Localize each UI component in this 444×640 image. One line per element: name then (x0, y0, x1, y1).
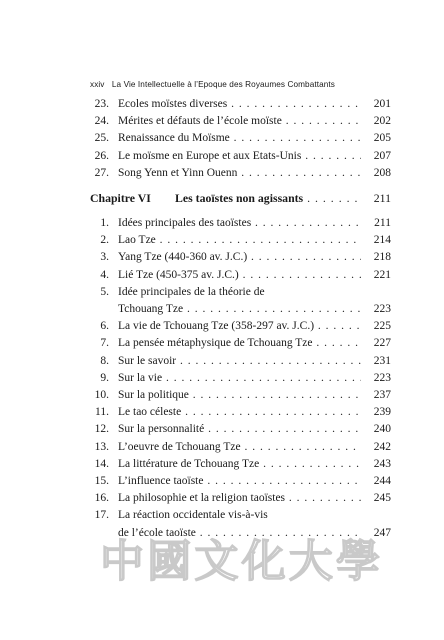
entry-page: 244 (361, 474, 391, 489)
toc-entry (0, 336, 444, 351)
toc-entry (0, 114, 444, 129)
toc-entry (0, 250, 444, 265)
toc-entry (0, 354, 444, 369)
entry-title: Sur la personnalité . . . (118, 422, 391, 437)
entry-title: Yang Tze (440-360 av. J.C.) . . . (118, 250, 391, 265)
toc-entry (0, 268, 444, 283)
entry-page: 247 (361, 526, 391, 541)
entry-title: L’influence taoïste . . . (118, 474, 391, 489)
chapter-title: Les taoïstes non agissants . . . (175, 190, 391, 206)
entry-title: La philosophie et la religion taoïstes . . . (118, 491, 391, 506)
entry-number: 5. (100, 285, 109, 298)
entry-page: 223 (361, 371, 391, 386)
entry-page: 207 (361, 149, 391, 164)
entry-title: Ecoles moïstes diverses . . . (118, 97, 391, 112)
watermark-char: 學 (335, 536, 380, 587)
chapter-label: Chapitre VI (90, 191, 151, 205)
toc-entry (0, 422, 444, 437)
entry-page: 218 (361, 250, 391, 265)
running-header (90, 80, 335, 89)
entry-number: 14. (94, 457, 109, 470)
entry-number: 3. (100, 251, 109, 264)
entry-page: 214 (361, 233, 391, 248)
entry-number: 15. (94, 475, 109, 487)
entry-number: 6. (100, 320, 109, 333)
watermark-char: 化 (241, 536, 286, 587)
toc-entry (0, 319, 444, 334)
entry-title: Song Yenn et Yinn Ouenn . . . (118, 166, 391, 181)
entry-number: 4. (100, 268, 109, 281)
entry-number: 12. (94, 423, 109, 436)
entry-title: Sur la politique . . . (118, 388, 391, 403)
entry-number: 23. (94, 98, 109, 110)
entry-number: 17. (94, 509, 109, 522)
toc-entry (0, 149, 444, 164)
entry-number: 26. (94, 149, 109, 162)
toc-entry (0, 388, 444, 403)
entry-title: Le moïsme en Europe et aux Etats-Unis . . . (118, 149, 391, 164)
entry-page: 201 (361, 97, 391, 112)
entry-number: 10. (94, 389, 109, 401)
watermark-char: 大 (288, 536, 333, 587)
running-title: La Vie Intellectuelle à l’Epoque des Royaumes Combattants (111, 80, 335, 89)
entry-page: 223 (361, 302, 391, 317)
entry-page: 227 (361, 336, 391, 351)
toc-entry (0, 233, 444, 248)
entry-page: 231 (361, 354, 391, 369)
entry-number: 24. (94, 115, 109, 128)
entry-title: Le tao céleste . . . (118, 405, 391, 420)
entry-title: Lié Tze (450-375 av. J.C.) . . . (118, 268, 391, 283)
entry-page: 211 (361, 216, 391, 231)
entry-title: La pensée métaphysique de Tchouang Tze . . . (118, 336, 391, 351)
entry-page: 243 (361, 457, 391, 472)
entry-page: 237 (361, 388, 391, 403)
watermark-char: 中 (100, 536, 144, 587)
entry-number: 2. (100, 234, 109, 247)
entry-page: 202 (361, 114, 391, 129)
toc-entry (0, 131, 444, 146)
toc-entry (0, 216, 444, 231)
watermark-char: 國 (147, 536, 192, 587)
entry-number: 8. (100, 354, 109, 367)
entry-title: Lao Tze . . . (118, 233, 391, 248)
toc-entry (0, 457, 444, 472)
entry-page: 242 (361, 440, 391, 455)
entry-title: Sur le savoir . . . (118, 354, 391, 369)
entry-page: 239 (361, 405, 391, 420)
chapter-heading (0, 190, 444, 206)
entry-number: 25. (94, 132, 109, 145)
entry-title: Renaissance du Moïsme . . . (118, 131, 391, 146)
entry-number: 7. (100, 337, 109, 350)
toc-entry (0, 405, 444, 420)
toc-entry (0, 371, 444, 386)
entry-page: 221 (361, 268, 391, 283)
entry-number: 1. (100, 217, 109, 229)
entry-page: 240 (361, 422, 391, 437)
entry-page: 205 (361, 131, 391, 146)
entry-title: La vie de Tchouang Tze (358-297 av. J.C.) . . . (118, 319, 391, 334)
entry-number: 11. (95, 406, 109, 419)
watermark-char: 文 (194, 536, 239, 587)
toc-entry (0, 97, 444, 112)
toc-entry (0, 302, 444, 317)
entry-title: Idée principales de la théorie de (118, 285, 265, 298)
entry-title: La littérature de Tchouang Tze . . . (118, 457, 391, 472)
entry-title: de l’école taoïste . . . (118, 526, 391, 541)
entry-title: Mérites et défauts de l’école moïste . . . (118, 114, 391, 129)
toc-entry (0, 491, 444, 506)
page-number: xxiv (90, 80, 105, 89)
entry-title: L’oeuvre de Tchouang Tze . . . (118, 440, 391, 455)
entry-title: Sur la vie . . . (118, 371, 391, 386)
entry-number: 27. (94, 166, 109, 179)
entry-title: Idées principales des taoïstes . . . (118, 216, 391, 231)
entry-number: 16. (94, 492, 109, 505)
toc-entry (0, 474, 444, 489)
toc-entry (0, 166, 444, 181)
entry-number: 13. (94, 440, 109, 453)
entry-number: 9. (100, 371, 109, 384)
entry-page: 245 (361, 491, 391, 506)
chapter-page: 211 (361, 190, 391, 206)
toc-entry (0, 508, 444, 523)
toc-entry (0, 440, 444, 455)
university-watermark (100, 528, 380, 586)
entry-title: Tchouang Tze . . . (118, 302, 391, 317)
entry-title: La réaction occidentale vis-à-vis (118, 509, 268, 522)
toc-entry (0, 285, 444, 300)
entry-page: 225 (361, 319, 391, 334)
entry-page: 208 (361, 166, 391, 181)
